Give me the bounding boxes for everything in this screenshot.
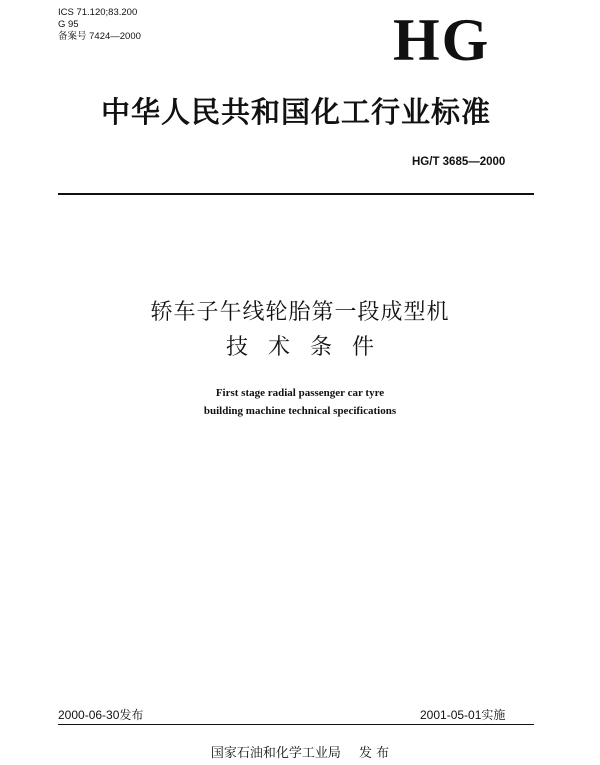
standard-category-title: 中华人民共和国化工行业标准 [100, 95, 491, 129]
ccs-code: G 95 [58, 19, 79, 30]
footer-divider [58, 724, 534, 725]
title-chinese-line-2: 技术条件 [225, 335, 394, 360]
effective-date: 2001-05-01实施 [420, 708, 506, 722]
title-english-line-2: building machine technical specifications [203, 405, 397, 417]
publisher-name: 国家石油和化学工业局 [210, 746, 341, 761]
title-chinese-line-1: 轿车子午线轮胎第一段成型机 [150, 300, 450, 325]
publisher-action: 发 布 [358, 746, 390, 761]
record-number: 备案号 7424—2000 [58, 31, 141, 42]
issue-date: 2000-06-30发布 [58, 708, 144, 722]
title-english-line-1: First stage radial passenger car tyre [215, 387, 385, 399]
hg-logo: HG [393, 7, 491, 73]
header-divider [58, 193, 534, 195]
standard-number: HG/T 3685—2000 [412, 156, 506, 168]
classification-block [58, 7, 141, 43]
ics-code: ICS 71.120;83.200 [58, 7, 138, 18]
publisher-line [50, 746, 550, 762]
